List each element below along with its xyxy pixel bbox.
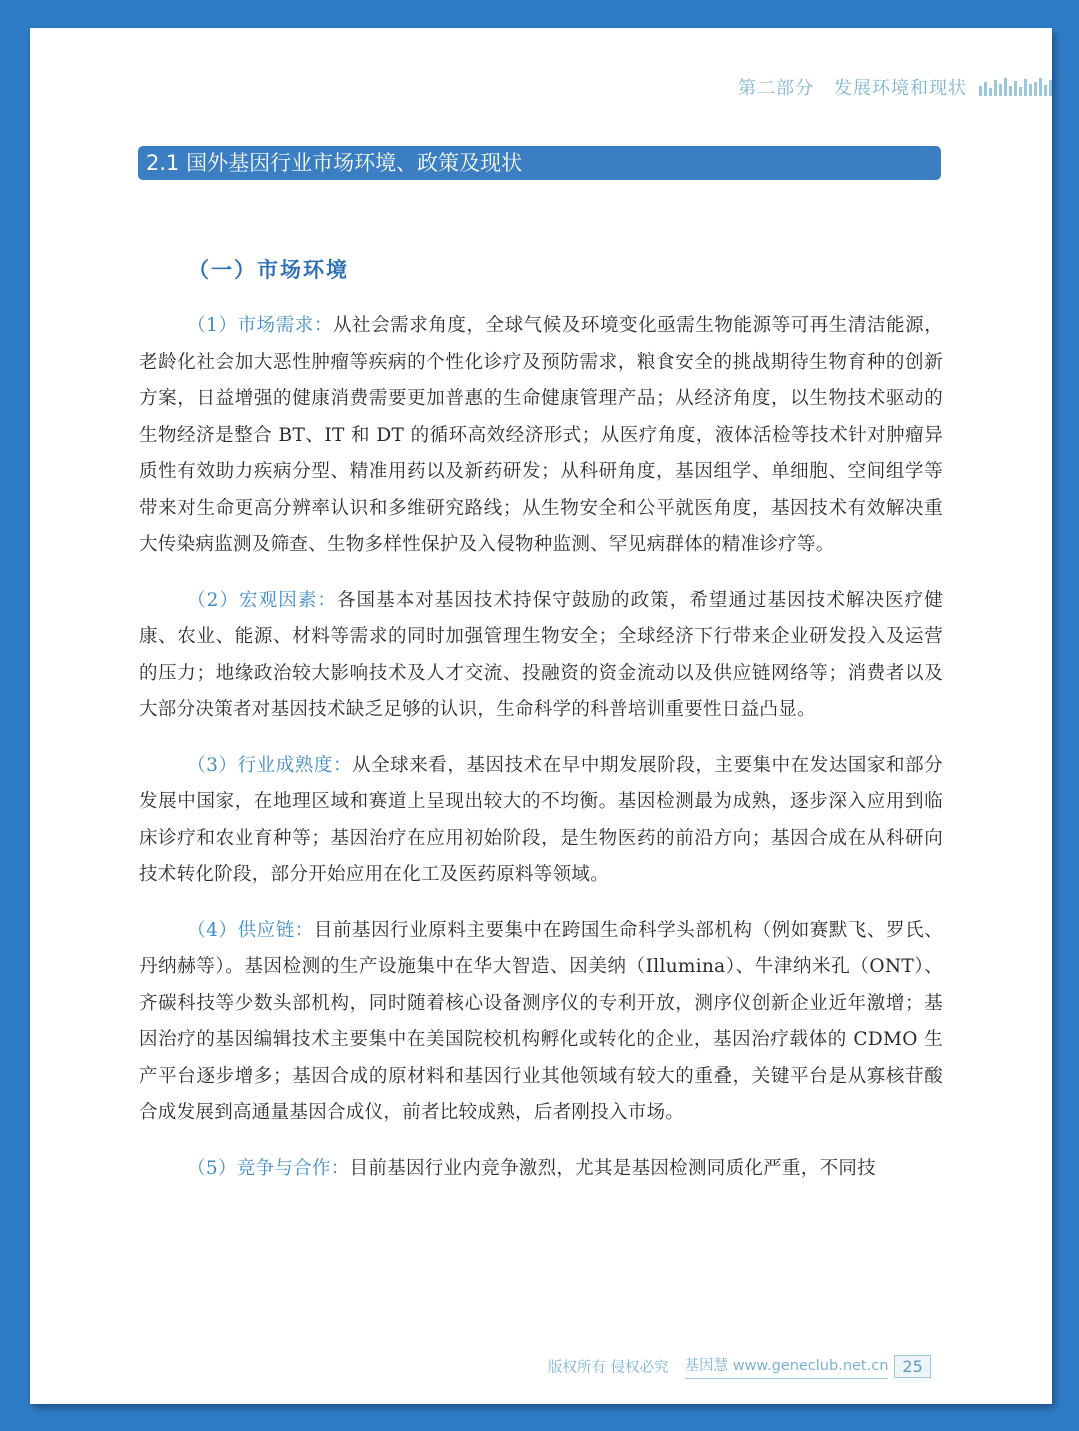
section-title-banner: 2.1 国外基因行业市场环境、政策及现状: [138, 146, 941, 180]
paragraph-body: 各国基本对基因技术持保守鼓励的政策，希望通过基因技术解决医疗健康、农业、能源、材料等需求的同时加强管理生物安全；全球经济下行带来企业研发投入及运营的压力；地缘政治较大影响技术及人才交流、投融资的资金流动以及供应链网络等；消费者以及大部分决策者对基因技术缺乏足够的认识，生命科学的科普培训重要性日益凸显。: [139, 589, 943, 720]
paragraph-industry-maturity: [139, 748, 943, 894]
page-footer: [548, 1354, 931, 1379]
paragraph-competition: [139, 1151, 943, 1188]
paragraph-lead: （1）市场需求：: [187, 315, 333, 336]
paragraph-lead: （3）行业成熟度：: [187, 754, 353, 776]
page-number: 25: [894, 1355, 930, 1378]
paragraph-macro-factors: [139, 583, 943, 729]
body-text: [139, 308, 943, 1206]
paragraph-body: 从社会需求角度，全球气候及环境变化亟需生物能源等可再生清洁能源，老龄化社会加大恶性肿瘤等疾病的个性化诊疗及预防需求，粮食安全的挑战期待生物育种的创新方案，日益增强的健康消费需要更加普惠的生命健康管理产品；从经济角度，以生物技术驱动的生物经济是整合 BT、IT 和 DT 的循环高效经济形式；从医疗角度，液体活检等技术针对肿瘤异质性有效助力疾病分型、精准用药以及新药研发；从科研角度，基因组学、单细胞、空间组学等带来对生命更高分辨率认识和多维研究路线；从生物安全和公平就医角度，基因技术有效解决重大传染病监测及筛查、生物多样性保护及入侵物种监测、罕见病群体的精准诊疗等。: [139, 315, 944, 555]
paragraph-market-demand: [139, 308, 943, 564]
footer-copyright: 版权所有 侵权必究: [548, 1360, 669, 1376]
paragraph-supply-chain: [139, 913, 943, 1132]
paragraph-lead: （2）宏观因素：: [187, 589, 337, 611]
paragraph-body: 目前基因行业原料主要集中在跨国生命科学头部机构（例如赛默飞、罗氏、丹纳赫等）。基因检测的生产设施集中在华大智造、因美纳（Illumina）、牛津纳米孔（ONT）、齐碳科技等少数头部机构，同时随着核心设备测序仪的专利开放，测序仪创新企业近年激增；基因治疗的基因编辑技术主要集中在美国院校机构孵化或转化的企业，基因治疗载体的 CDMO 生产平台逐步增多；基因合成的原材料和基因行业其他领域有较大的重叠，关键平台是从寡核苷酸合成发展到高通量基因合成仪，前者比较成熟，后者刚投入市场。: [139, 919, 943, 1123]
running-header: [738, 74, 1052, 100]
paragraph-body: 从全球来看，基因技术在早中期发展阶段，主要集中在发达国家和部分发展中国家，在地理区域和赛道上呈现出较大的不均衡。基因检测最为成熟，逐步深入应用到临床诊疗和农业育种等；基因治疗在应用初始阶段，是生物医药的前沿方向；基因合成在从科研向技术转化阶段，部分开始应用在化工及医药原料等领域。: [139, 754, 943, 885]
document-page: [30, 28, 1052, 1404]
subsection-heading: （一）市场环境: [188, 257, 349, 282]
paragraph-lead: （4）供应链：: [187, 919, 314, 941]
header-section-label: 发展环境和现状: [834, 78, 967, 99]
paragraph-body: 目前基因行业内竞争激烈，尤其是基因检测同质化严重，不同技: [349, 1157, 876, 1179]
footer-site: 基因慧 www.geneclub.net.cn: [685, 1354, 889, 1379]
header-part-label: 第二部分: [738, 78, 814, 99]
bars-decoration-icon: [979, 78, 1052, 96]
paragraph-lead: （5）竞争与合作：: [187, 1157, 350, 1179]
